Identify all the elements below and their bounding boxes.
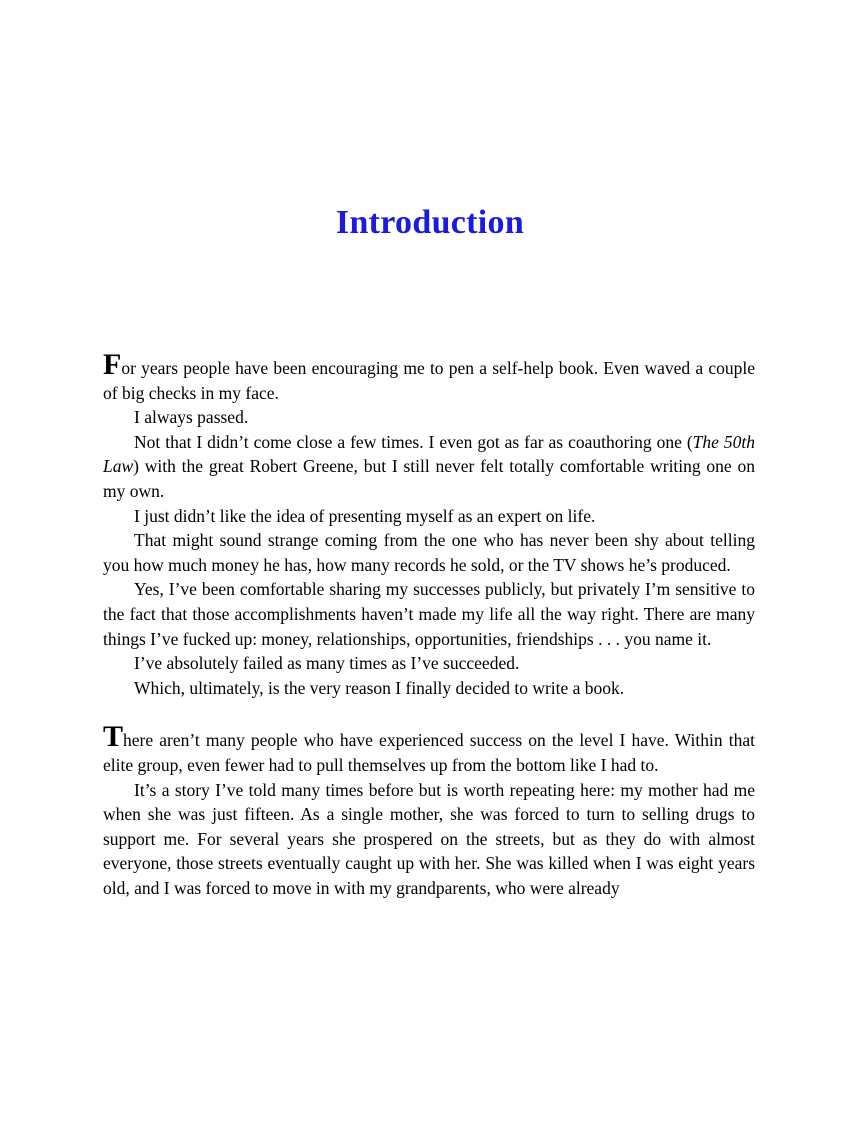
- paragraph: [103, 720, 755, 777]
- book-title-italic: The 50th Law: [103, 431, 755, 477]
- chapter-title: Introduction: [335, 204, 525, 241]
- raised-cap: T: [103, 720, 124, 754]
- section: [103, 720, 755, 900]
- paragraph: [103, 528, 755, 577]
- paragraph: [103, 651, 755, 676]
- text-segment: Not that I didn’t come close a few times. I even got as far as coauthoring one (: [134, 431, 693, 452]
- paragraph: [103, 348, 755, 405]
- paragraph: [103, 676, 755, 701]
- page-content: [103, 348, 755, 900]
- raised-cap: F: [103, 348, 122, 381]
- paragraph: [103, 778, 755, 901]
- paragraph: [103, 405, 755, 430]
- paragraph: [103, 577, 755, 651]
- text-segment: here aren’t many people who have experienced success on the level I have. Within that elite group, even fewer had to pull themselves up from the bottom like I had to.: [103, 730, 755, 775]
- text-segment: Which, ultimately, is the very reason I finally decided to write a book.: [134, 677, 625, 698]
- section: [103, 348, 755, 700]
- paragraph: [103, 504, 755, 529]
- paragraph: [103, 430, 755, 504]
- text-segment: That might sound strange coming from the one who has never been shy about telling you how much money he has, how many records he sold, or the TV shows he’s produced.: [103, 530, 755, 575]
- text-segment: I just didn’t like the idea of presenting myself as an expert on life.: [134, 505, 596, 526]
- text-segment: I always passed.: [134, 407, 249, 428]
- text-segment: Yes, I’ve been comfortable sharing my successes publicly, but privately I’m sensitive to the fact that those accomplishments haven’t made my life all the way right. There are many things I’ve fucked up: money, relationships, opportunities, friendships . . . you name it.: [103, 579, 755, 649]
- text-segment: It’s a story I’ve told many times before but is worth repeating here: my mother had me when she was just fifteen. As a single mother, she was forced to turn to selling drugs to support me. For several years she prospered on the streets, but as they do with almost everyone, those streets eventually caught up with her. She was killed when I was eight years old, and I was forced to move in with my grandparents, who were already: [103, 779, 755, 898]
- text-segment: ) with the great Robert Greene, but I still never felt totally comfortable writing one on my own.: [103, 456, 755, 501]
- text-segment: I’ve absolutely failed as many times as I’ve succeeded.: [134, 653, 520, 674]
- text-segment: or years people have been encouraging me to pen a self-help book. Even waved a couple of big checks in my face.: [103, 358, 755, 403]
